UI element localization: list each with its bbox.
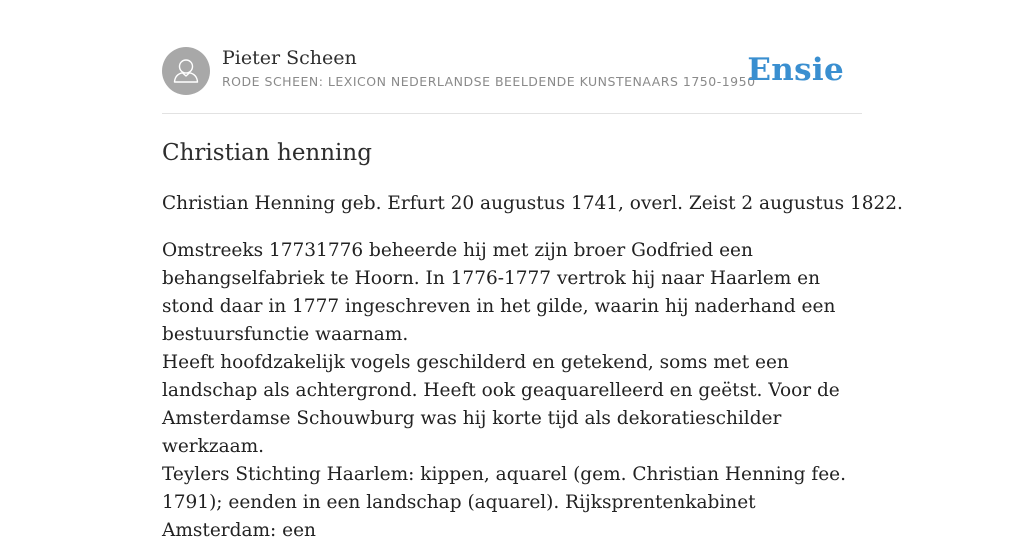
article-paragraph: Teylers Stichting Haarlem: kippen, aquarel (gem. Christian Henning fee. 1791); eenden in een landschap (aquarel). Rijksprentenkabinet Amsterdam: een [162,464,846,541]
brand-logo[interactable]: Ensie [747,52,844,88]
content-column [162,46,903,541]
article-paragraph: Christian Henning geb. Erfurt 20 augustus 1741, overl. Zeist 2 augustus 1822. [162,193,903,214]
user-silhouette-icon [162,47,210,95]
article-title: Christian henning [162,140,372,166]
article-paragraph: Heeft hoofdzakelijk vogels geschilderd en getekend, soms met een landschap als achtergrond. Heeft ook geaquarelleerd en geëtst. Voor de Amsterdamse Schouwburg was hij korte tijd als dekoratieschilder werkzaam. [162,352,840,457]
author-avatar[interactable] [162,47,210,95]
author-name[interactable]: Pieter Scheen [222,47,357,69]
source-title[interactable]: RODE SCHEEN: LEXICON NEDERLANDSE BEELDENDE KUNSTENAARS 1750-1950 [222,74,756,89]
article-header [162,46,862,114]
article-paragraph: Omstreeks 17731776 beheerde hij met zijn broer Godfried een behangselfabriek te Hoorn. In 1776-1777 vertrok hij naar Haarlem en stond daar in 1777 ingeschreven in het gilde, waarin hij naderhand een bestuursfunctie waarnam. [162,240,836,345]
